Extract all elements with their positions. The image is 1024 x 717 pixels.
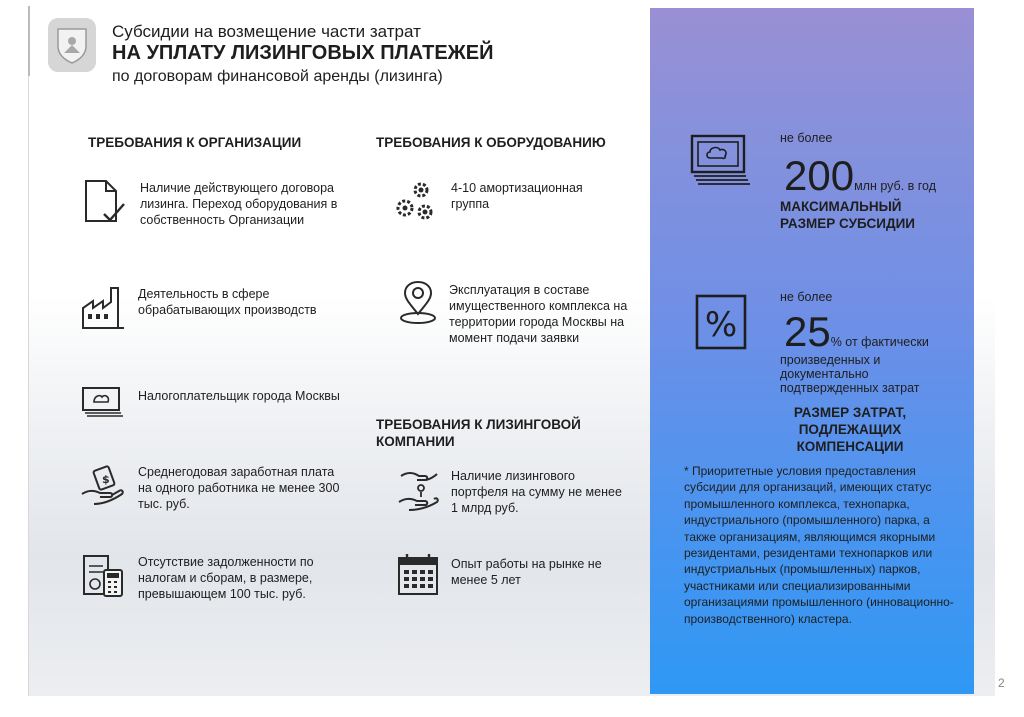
page-number: 2 xyxy=(998,676,1005,690)
title-line-3: по договорам финансовой аренды (лизинга) xyxy=(112,68,443,85)
pct-unit: % от фактически xyxy=(830,335,929,349)
calculator-report-icon xyxy=(80,552,126,598)
map-pin-icon xyxy=(395,280,441,326)
hand-money-icon xyxy=(80,462,126,508)
gears-icon xyxy=(393,178,439,224)
leasing-requirement-item xyxy=(395,466,625,516)
calendar-icon xyxy=(395,552,441,598)
max-subsidy-label: МАКСИМАЛЬНЫЙ РАЗМЕР СУБСИДИИ xyxy=(780,199,915,231)
document-check-icon xyxy=(80,178,126,224)
hand-coin-icon xyxy=(395,466,441,512)
org-requirement-item xyxy=(80,284,350,330)
max-subsidy-unit: млн руб. в год xyxy=(854,179,937,193)
moscow-emblem-logo xyxy=(48,18,96,72)
org-requirement-text: Среднегодовая заработная плата на одного работника не менее 300 тыс. руб. xyxy=(138,465,340,511)
equipment-requirement-item xyxy=(395,280,635,346)
leasing-requirement-text: Наличие лизингового портфеля на сумму не менее 1 млрд руб. xyxy=(451,469,622,515)
equipment-requirement-text: 4-10 амортизационная группа xyxy=(451,181,583,211)
pct-label: РАЗМЕР ЗАТРАТ, ПОДЛЕЖАЩИХ КОМПЕНСАЦИИ xyxy=(793,405,907,454)
money-bill-icon xyxy=(688,132,752,190)
pct-description: произведенных и документально подтвержденных затрат xyxy=(780,353,920,395)
org-requirement-item xyxy=(80,552,350,602)
max-subsidy-prefix: не более xyxy=(780,131,833,145)
pct-number: 25 xyxy=(784,308,831,355)
factory-icon xyxy=(80,284,126,330)
leasing-requirements-title: ТРЕБОВАНИЯ К ЛИЗИНГОВОЙ КОМПАНИИ xyxy=(376,417,581,449)
org-requirement-text: Отсутствие задолженности по налогам и сборам, в размере, превышающем 100 тыс. руб. xyxy=(138,555,314,601)
org-requirement-item xyxy=(80,462,350,512)
leasing-requirement-item xyxy=(395,552,625,598)
percent-icon xyxy=(694,293,748,351)
org-requirement-item xyxy=(80,382,350,428)
header-divider xyxy=(28,6,30,76)
max-subsidy-number: 200 xyxy=(784,152,855,199)
leasing-requirement-text: Опыт работы на рынке не менее 5 лет xyxy=(451,557,602,587)
org-requirement-text: Наличие действующего договора лизинга. Переход оборудования в собственность Организации xyxy=(140,181,338,227)
org-requirement-text: Деятельность в сфере обрабатывающих производств xyxy=(138,287,317,317)
title-line-1: Субсидии на возмещение части затрат xyxy=(112,22,421,41)
pct-prefix: не более xyxy=(780,290,833,304)
org-requirement-text: Налогоплательщик города Москвы xyxy=(138,389,340,403)
priority-note: * Приоритетные условия предоставления субсидии для организаций, имеющих статус промышленного комплекса, технопарка, индустриального (промышленного) парка, а также организациям, являющимся якорными резидентами, резидентами технопарков или индустриальных (промышленных) парков, участниками или специализированными организациями промышленного (инновационно-производственного) кластера. xyxy=(684,464,954,626)
svg-text:$: $ xyxy=(102,473,110,486)
money-bill-icon xyxy=(80,382,126,428)
title-line-2: НА УПЛАТУ ЛИЗИНГОВЫХ ПЛАТЕЖЕЙ xyxy=(112,42,494,64)
equipment-requirement-item xyxy=(393,178,623,224)
org-requirements-title: ТРЕБОВАНИЯ К ОРГАНИЗАЦИИ xyxy=(88,135,302,150)
equipment-requirement-text: Эксплуатация в составе имущественного комплекса на территории города Москвы на момент подачи заявки xyxy=(449,283,628,345)
equipment-requirements-title: ТРЕБОВАНИЯ К ОБОРУДОВАНИЮ xyxy=(376,135,606,150)
svg-text:%: % xyxy=(704,305,738,345)
org-requirement-item xyxy=(80,178,350,228)
